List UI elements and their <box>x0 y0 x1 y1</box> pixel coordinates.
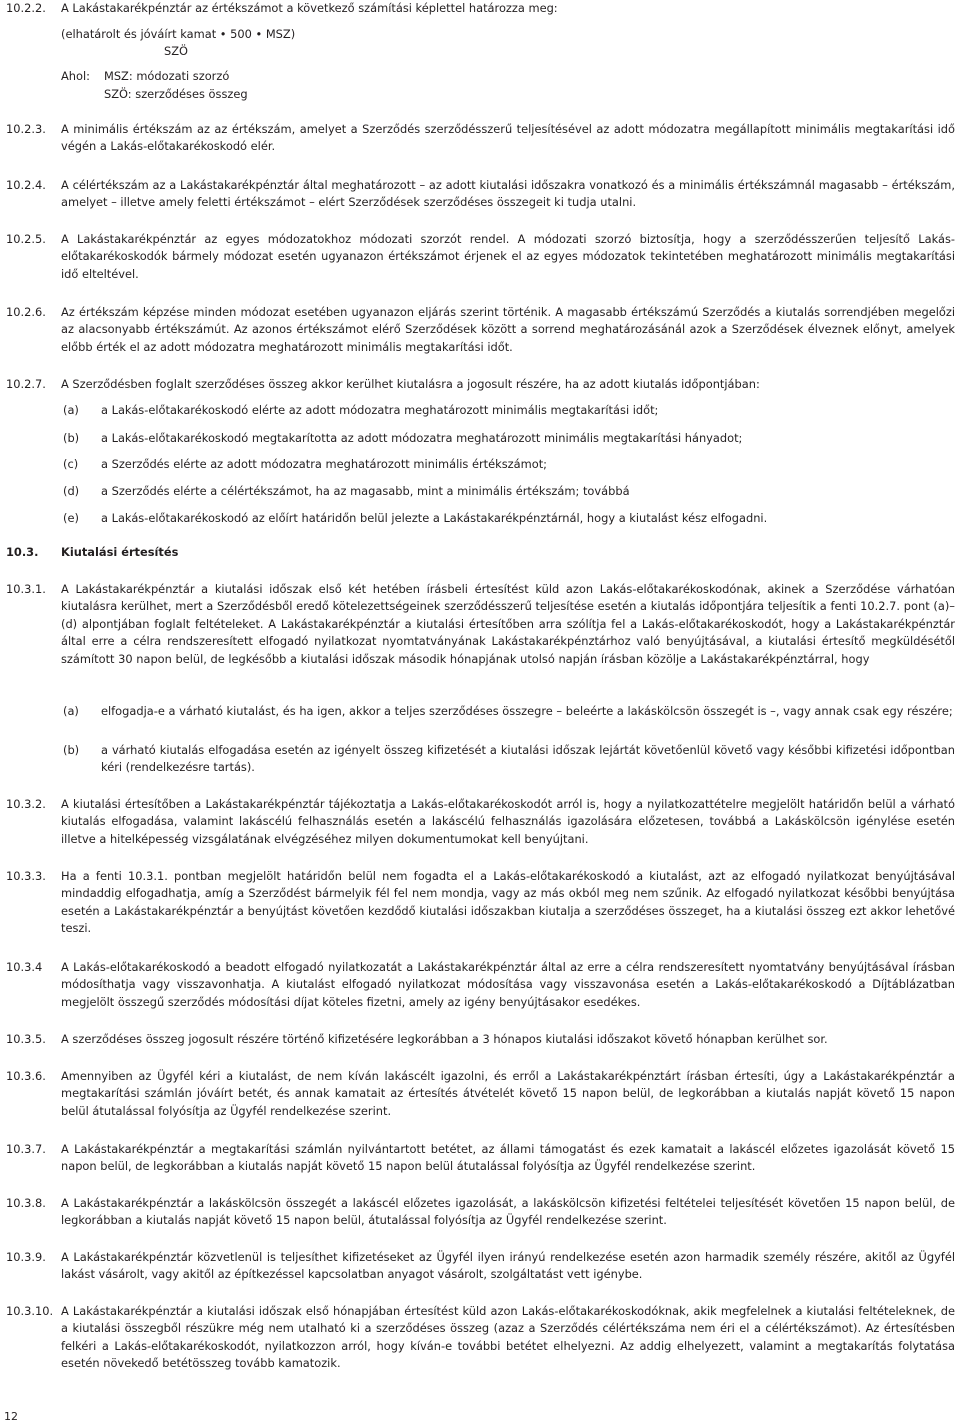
section-number: 10.3. <box>6 545 39 559</box>
clause-text: A kiutalási értesítőben a Lakástakarékpénztár tájékoztatja a Lakás-előtakarékoskodót arról is, hogy a nyilatkozattételre megjelölt határidőn belül a várható kiutalás elfogadása, valamint lakáscélú felhasználás esetén a lakáscélú felhasználás igazolására előzetesen, továbbá a Lakáskölcsön igénylése esetén illetve a hitelképesség vizsgálatának elvégzéséhez milyen dokumentumokat kell benyújtani. <box>61 797 955 846</box>
list-item-text: a várható kiutalás elfogadása esetén az igényelt összeg kifizetését a kiutalási időszak lejártát követőenlül követő vagy későbbi kifizetési időpontban kéri (rendelkezésre tartás). <box>101 743 955 775</box>
clause-number: 10.2.5. <box>6 232 46 246</box>
list-item-label: (b) <box>63 431 80 445</box>
clause-number: 10.3.7. <box>6 1142 46 1156</box>
where-definition-msz: MSZ: módozati szorzó <box>104 69 230 83</box>
clause-text: A Lakástakarékpénztár az értékszámot a következő számítási képlettel határozza meg: <box>61 1 558 15</box>
clause-number: 10.2.2. <box>6 1 46 15</box>
list-item-text: a Lakás-előtakarékoskodó az előírt határidőn belül jelezte a Lakástakarékpénztárnál, hogy a kiutalást kész elfogadni. <box>101 511 768 525</box>
list-item-text: a Szerződés elérte a célértékszámot, ha az magasabb, mint a minimális értékszám; továbbá <box>101 484 630 498</box>
clause-text: A Lakás-előtakarékoskodó a beadott elfogadó nyilatkozatát a Lakástakarékpénztár által az erre a célra rendszeresített nyomtatvány benyújtásával írásban módosíthatja vagy visszavonhatja. A kiutalást elfogadó nyilatkozat módosítása vagy visszavonása esetén a Lakás-előtakarékoskodó a Díjtáblázatban megjelölt összegű szerződés módosítási díjat köteles fizetni, amely az igény benyújtásakor esedékes. <box>61 960 955 1009</box>
clause-text: A Lakástakarékpénztár a lakáskölcsön összegét a lakáscél előzetes igazolását, a lakáskölcsön kifizetési feltételei teljesítését követően 15 napon belül, de legkorábban a kiutalás napját követő 15 napon belül, átutalással folyósítja az Ügyfél rendelkezése szerint. <box>61 1196 955 1228</box>
clause-number: 10.3.10. <box>6 1304 54 1318</box>
clause-number: 10.3.9. <box>6 1250 46 1264</box>
section-title: Kiutalási értesítés <box>61 545 179 559</box>
clause-number: 10.2.3. <box>6 122 46 136</box>
where-label: Ahol: <box>61 69 90 83</box>
list-item-label: (c) <box>63 457 79 471</box>
clause-text: Amennyiben az Ügyfél kéri a kiutalást, de nem kíván lakáscélt igazolni, és erről a Lakástakarékpénztárt írásban értesíti, úgy a Lakástakarékpénztár a megtakarítási számlán jóváírt betét, és annak kamatait az értesítés átvételét követő 15 napon belül, de legkorábban a kiutalás napját követő 15 napon belül átutalással folyósítja az Ügyfél rendelkezése szerint. <box>61 1069 955 1118</box>
list-item-label: (d) <box>63 484 80 498</box>
clause-number: 10.3.6. <box>6 1069 46 1083</box>
clause-number: 10.2.7. <box>6 377 46 391</box>
clause-text: A Lakástakarékpénztár az egyes módozatokhoz módozati szorzót rendel. A módozati szorzó biztosítja, hogy a szerződésszerűen teljesítő Lakás-előtakarékoskodók bármely módozat esetén ugyanazon értékszámot érjenek el az egyes módozatok tekintetében meghatározott minimális megtakarítási idő elteltével. <box>61 232 955 281</box>
list-item-label: (a) <box>63 403 79 417</box>
list-item-label: (e) <box>63 511 79 525</box>
clause-number: 10.3.4 <box>6 960 43 974</box>
list-item-label: (a) <box>63 704 79 718</box>
clause-number: 10.3.8. <box>6 1196 46 1210</box>
clause-text: A Lakástakarékpénztár a kiutalási időszak első hónapjában értesítést küld azon Lakás-előtakarékoskodóknak, akik megfelelnek a kiutalási feltételeknek, de a kiutalási összegből részükre még nem utalható ki a szerződéses összeg (azaz a Szerződés célértékszáma nem éri el a célértékszámot). Az értesítésben felkéri a Lakás-előtakarékoskodót, nyilatkozzon arról, hogy kíván-e további betétet elhelyezni. Az addig elhelyezett, valamint a megtakarítás folytatása esetén növekedő betétösszeg tovább kamatozik. <box>61 1304 955 1371</box>
page-number: 12 <box>4 1410 18 1423</box>
list-item-text: a Lakás-előtakarékoskodó megtakarította az adott módozatra meghatározott minimális megtakarítási hányadot; <box>101 431 743 445</box>
clause-text: A Lakástakarékpénztár közvetlenül is teljesíthet kifizetéseket az Ügyfél ilyen irányú rendelkezése esetén azon harmadik személy részére, akitől az Ügyfél lakást vásárolt, vagy akitől az építkezéssel kapcsolatban anyagot vásárolt, szolgáltatást vett igénybe. <box>61 1250 955 1282</box>
list-item-text: elfogadja-e a várható kiutalást, és ha igen, akkor a teljes szerződéses összegre – beleérte a lakáskölcsön összegét is –, vagy annak csak egy részére; <box>101 704 953 718</box>
clause-text: Ha a fenti 10.3.1. pontban megjelölt határidőn belül nem fogadta el a Lakás-előtakarékoskodó a kiutalást, azt az elfogadó nyilatkozat benyújtásával mindaddig elfogadhatja, amíg a Szerződést bármelyik fél fel nem mondja, vagy az más okból meg nem szűnik. Az elfogadó nyilatkozat későbbi benyújtása esetén a Lakástakarékpénztár a benyújtást követően kezdődő kiutalási időszakban kiutalja a szerződéses összeget, ha a kiutalási összeg ezt akkor lehetővé teszi. <box>61 869 955 936</box>
list-item-label: (b) <box>63 743 80 757</box>
clause-number: 10.3.3. <box>6 869 46 883</box>
clause-text: A szerződéses összeg jogosult részére történő kifizetésére legkorábban a 3 hónapos kiutalási időszakot követő hónapban kerülhet sor. <box>61 1032 828 1046</box>
clause-number: 10.3.1. <box>6 582 46 596</box>
clause-text: A Lakástakarékpénztár a megtakarítási számlán nyilvántartott betétet, az állami támogatást és ezek kamatait a lakáscél előzetes igazolását követő 15 napon belül, de legkorábban a kiutalás napját követő 15 napon belül átutalással folyósítja az Ügyfél rendelkezése szerint. <box>61 1142 955 1174</box>
clause-text: A minimális értékszám az az értékszám, amelyet a Szerződés szerződésszerű teljesítésével az adott módozatra megállapított minimális megtakarítási idő végén a Lakás-előtakarékoskodó elér. <box>61 122 955 154</box>
where-definition-szo: SZÖ: szerződéses összeg <box>104 87 248 101</box>
clause-text: A célértékszám az a Lakástakarékpénztár által meghatározott – az adott kiutalási időszakra vonatkozó és a minimális értékszámnál magasabb – értékszám, amelyet – illetve amely feletti értékszámot – elért Szerződések szerződéses összegeit ki tudja utalni. <box>61 178 955 210</box>
clause-text: A Szerződésben foglalt szerződéses összeg akkor kerülhet kiutalásra a jogosult részére, ha az adott kiutalás időpontjában: <box>61 377 760 391</box>
formula-numerator: (elhatárolt és jóváírt kamat • 500 • MSZ) <box>61 27 296 41</box>
list-item-text: a Lakás-előtakarékoskodó elérte az adott módozatra meghatározott minimális megtakarítási időt; <box>101 403 659 417</box>
clause-number: 10.3.5. <box>6 1032 46 1046</box>
clause-text: A Lakástakarékpénztár a kiutalási időszak első két hetében írásbeli értesítést küld azon Lakás-előtakarékoskodónak, akinek a Szerződése várhatóan kiutalásra kerülhet, mert a Szerződésből eredő kötelezettségeinek szerződésszerű teljesítése esetén a kiutalás időpontjára teljesítik a fenti 10.2.7. pont (a)–(d) alpontjában foglalt feltételeket. A Lakástakarékpénztár a kiutalási értesítőben arra szólítja fel a Lakás-előtakarékoskodót, hogy a Lakástakarékpénztár által erre a célra rendszeresített elfogadó nyilatkozat nyomtatványának Lakástakarékpénztárhoz való benyújtásával, a kiutalási értesítő megküldésétől számított 30 napon belül, de legkésőbb a kiutalási időszak második hónapjának utolsó napján írásban közölje a Lakástakarékpénztárral, hogy <box>61 582 955 666</box>
formula-denominator: SZÖ <box>164 44 188 58</box>
clause-number: 10.3.2. <box>6 797 46 811</box>
clause-text: Az értékszám képzése minden módozat esetében ugyanazon eljárás szerint történik. A magasabb értékszámú Szerződés a kiutalás sorrendjében megelőzi az alacsonyabb értékszámút. Az azonos értékszámot elérő Szerződések között a sorrend meghatározásánál azok a Szerződések élveznek előnyt, amelyek előbb érték el az adott módozatra meghatározott minimális megtakarítási időt. <box>61 305 955 354</box>
clause-number: 10.2.4. <box>6 178 46 192</box>
list-item-text: a Szerződés elérte az adott módozatra meghatározott minimális értékszámot; <box>101 457 547 471</box>
clause-number: 10.2.6. <box>6 305 46 319</box>
